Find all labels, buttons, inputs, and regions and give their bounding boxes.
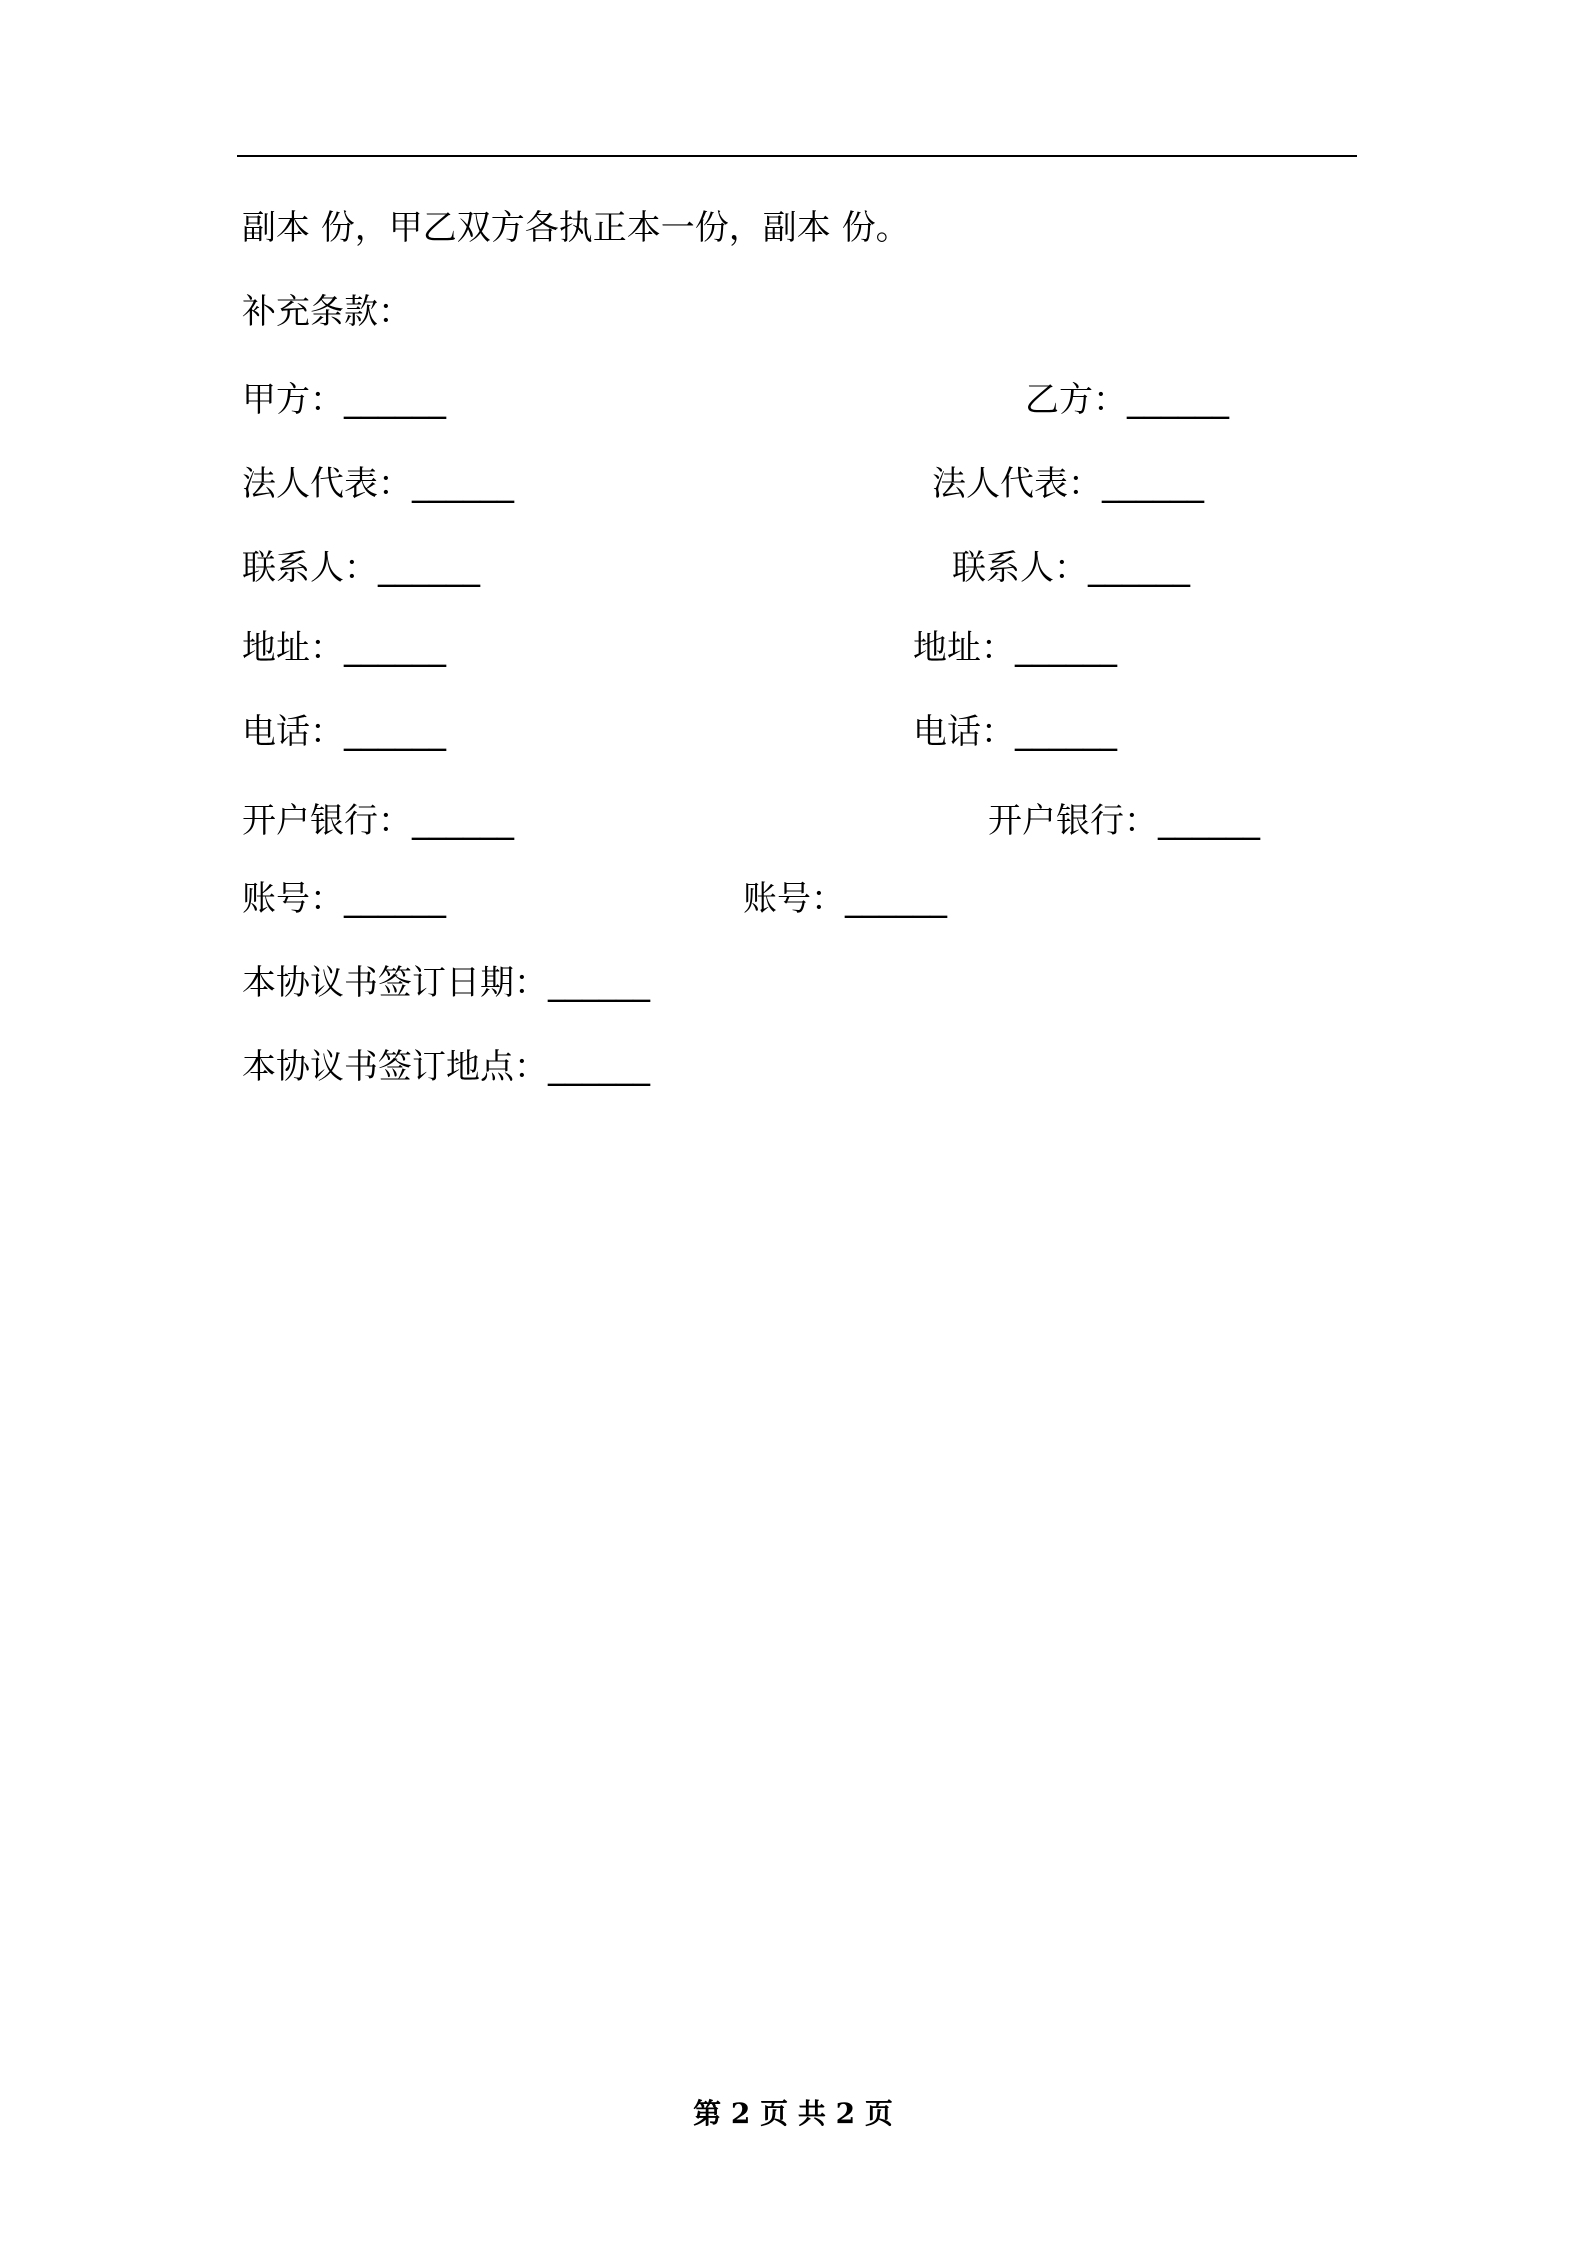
party-b-name: 乙方：______	[1025, 380, 1229, 420]
page-footer: 第 2 页 共 2 页	[693, 2097, 893, 2130]
party-b-phone: 电话：______	[913, 712, 1117, 752]
party-a-legal-rep: 法人代表：______	[242, 464, 514, 504]
party-a-phone: 电话：______	[242, 712, 446, 752]
party-a-name: 甲方：______	[242, 380, 446, 420]
party-b-legal-rep: 法人代表：______	[932, 464, 1204, 504]
party-b-account: 账号：______	[743, 879, 947, 919]
party-b-contact: 联系人：______	[952, 548, 1190, 588]
signing-place: 本协议书签订地点：______	[242, 1047, 650, 1087]
supplement-label: 补充条款：	[242, 292, 412, 332]
party-b-bank: 开户银行：______	[988, 801, 1260, 841]
party-b-address: 地址：______	[913, 628, 1117, 668]
header-rule	[237, 155, 1357, 157]
party-a-contact: 联系人：______	[242, 548, 480, 588]
party-a-bank: 开户银行：______	[242, 801, 514, 841]
signing-date: 本协议书签订日期：______	[242, 963, 650, 1003]
party-a-address: 地址：______	[242, 628, 446, 668]
copies-line: 副本 份，甲乙双方各执正本一份，副本 份。	[242, 208, 910, 248]
party-a-account: 账号：______	[242, 879, 446, 919]
